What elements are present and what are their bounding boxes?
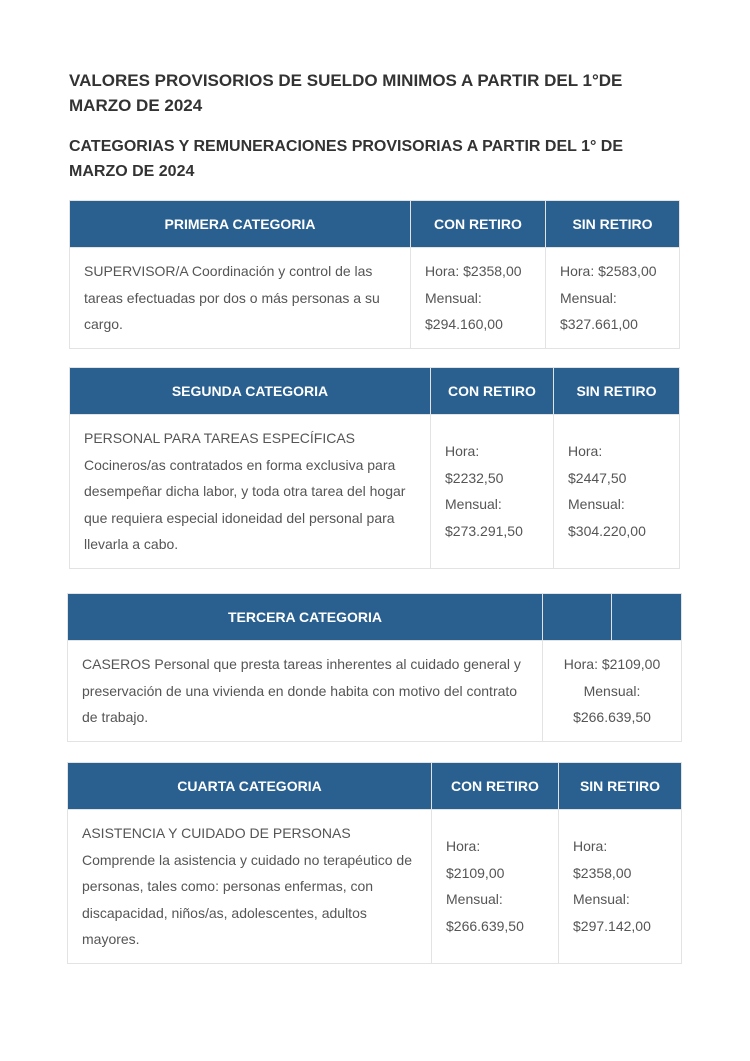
table-tercera-categoria [67,593,682,742]
table-header-row [68,763,682,810]
sin-retiro-values [546,248,680,349]
hora-value: $2232,50 [445,469,504,486]
mensual-label: Mensual: [446,891,503,908]
table-header-row [68,594,682,641]
hora-value: Hora: $2583,00 [560,263,657,279]
header-con-retiro: CON RETIRO [432,763,559,810]
hora-label: Hora: [573,838,608,855]
description-text: Comprende la asistencia y cuidado no terapéutico de personas, tales como: personas enfermas, con discapacidad, niños/as, adolescentes, adultos mayores. [82,851,412,947]
header-con-retiro: CON RETIRO [411,201,546,248]
table-header-row [70,368,680,415]
page-subtitle: CATEGORIAS Y REMUNERACIONES PROVISORIAS A PARTIR DEL 1° DE MARZO DE 2024 [69,138,624,180]
header-empty [543,594,612,641]
table-row [68,810,682,964]
category-description: PERSONAL PARA TAREAS ESPECÍFICAS Cocineros/as contratados en forma exclusiva para desempeñar dicha labor, y toda otra tarea del hogar que requiera especial idoneidad del personal para llevarla a cabo. [70,415,431,569]
mensual-value: $273.291,50 [445,522,523,539]
mensual-value: $304.220,00 [568,522,646,539]
mensual-value: $266.639,50 [446,917,524,934]
table-row [70,415,680,569]
table-header-row [70,201,680,248]
header-category: SEGUNDA CATEGORIA [70,368,431,415]
table-primera-categoria [69,200,680,349]
header-category: CUARTA CATEGORIA [68,763,432,810]
con-retiro-values [431,415,554,569]
mensual-value: $297.142,00 [573,917,651,934]
description-title: ASISTENCIA Y CUIDADO DE PERSONAS [82,825,351,841]
category-description: SUPERVISOR/A Coordinación y control de las tareas efectuadas por dos o más personas a su cargo. [70,248,411,349]
category-description: CASEROS Personal que presta tareas inherentes al cuidado general y preservación de una vivienda en donde habita con motivo del contrato de trabajo. [68,641,543,742]
table-row [68,641,682,742]
header-category: TERCERA CATEGORIA [68,594,543,641]
mensual-label: Mensual: [560,289,617,306]
category-description [68,810,432,964]
mensual-value: $294.160,00 [425,316,503,332]
sin-retiro-values [554,415,680,569]
header-con-retiro: CON RETIRO [431,368,554,415]
table-row [70,248,680,349]
mensual-label: Mensual: [583,682,641,699]
header-empty [612,594,682,641]
con-retiro-values [411,248,546,349]
con-retiro-values [432,810,559,964]
hora-label: Hora: [446,838,481,855]
hora-value: $2358,00 [573,864,632,881]
mensual-value: $266.639,50 [573,709,651,725]
header-sin-retiro: SIN RETIRO [554,368,680,415]
page-title: VALORES PROVISORIOS DE SUELDO MINIMOS A PARTIR DEL 1°DE MARZO DE 2024 [69,71,623,115]
mensual-label: Mensual: [568,496,625,513]
mensual-label: Mensual: [425,289,482,306]
table-segunda-categoria [69,367,680,569]
table-cuarta-categoria [67,762,682,964]
hora-value: $2109,00 [446,864,505,881]
hora-value: Hora: $2109,00 [563,656,661,672]
mensual-value: $327.661,00 [560,316,638,332]
category-values [543,641,682,742]
header-sin-retiro: SIN RETIRO [546,201,680,248]
hora-label: Hora: [445,443,480,460]
sin-retiro-values [559,810,682,964]
header-category: PRIMERA CATEGORIA [70,201,411,248]
header-sin-retiro: SIN RETIRO [559,763,682,810]
hora-value: $2447,50 [568,469,627,486]
hora-label: Hora: [568,443,603,460]
hora-value: Hora: $2358,00 [425,263,522,279]
mensual-label: Mensual: [445,496,502,513]
mensual-label: Mensual: [573,891,630,908]
